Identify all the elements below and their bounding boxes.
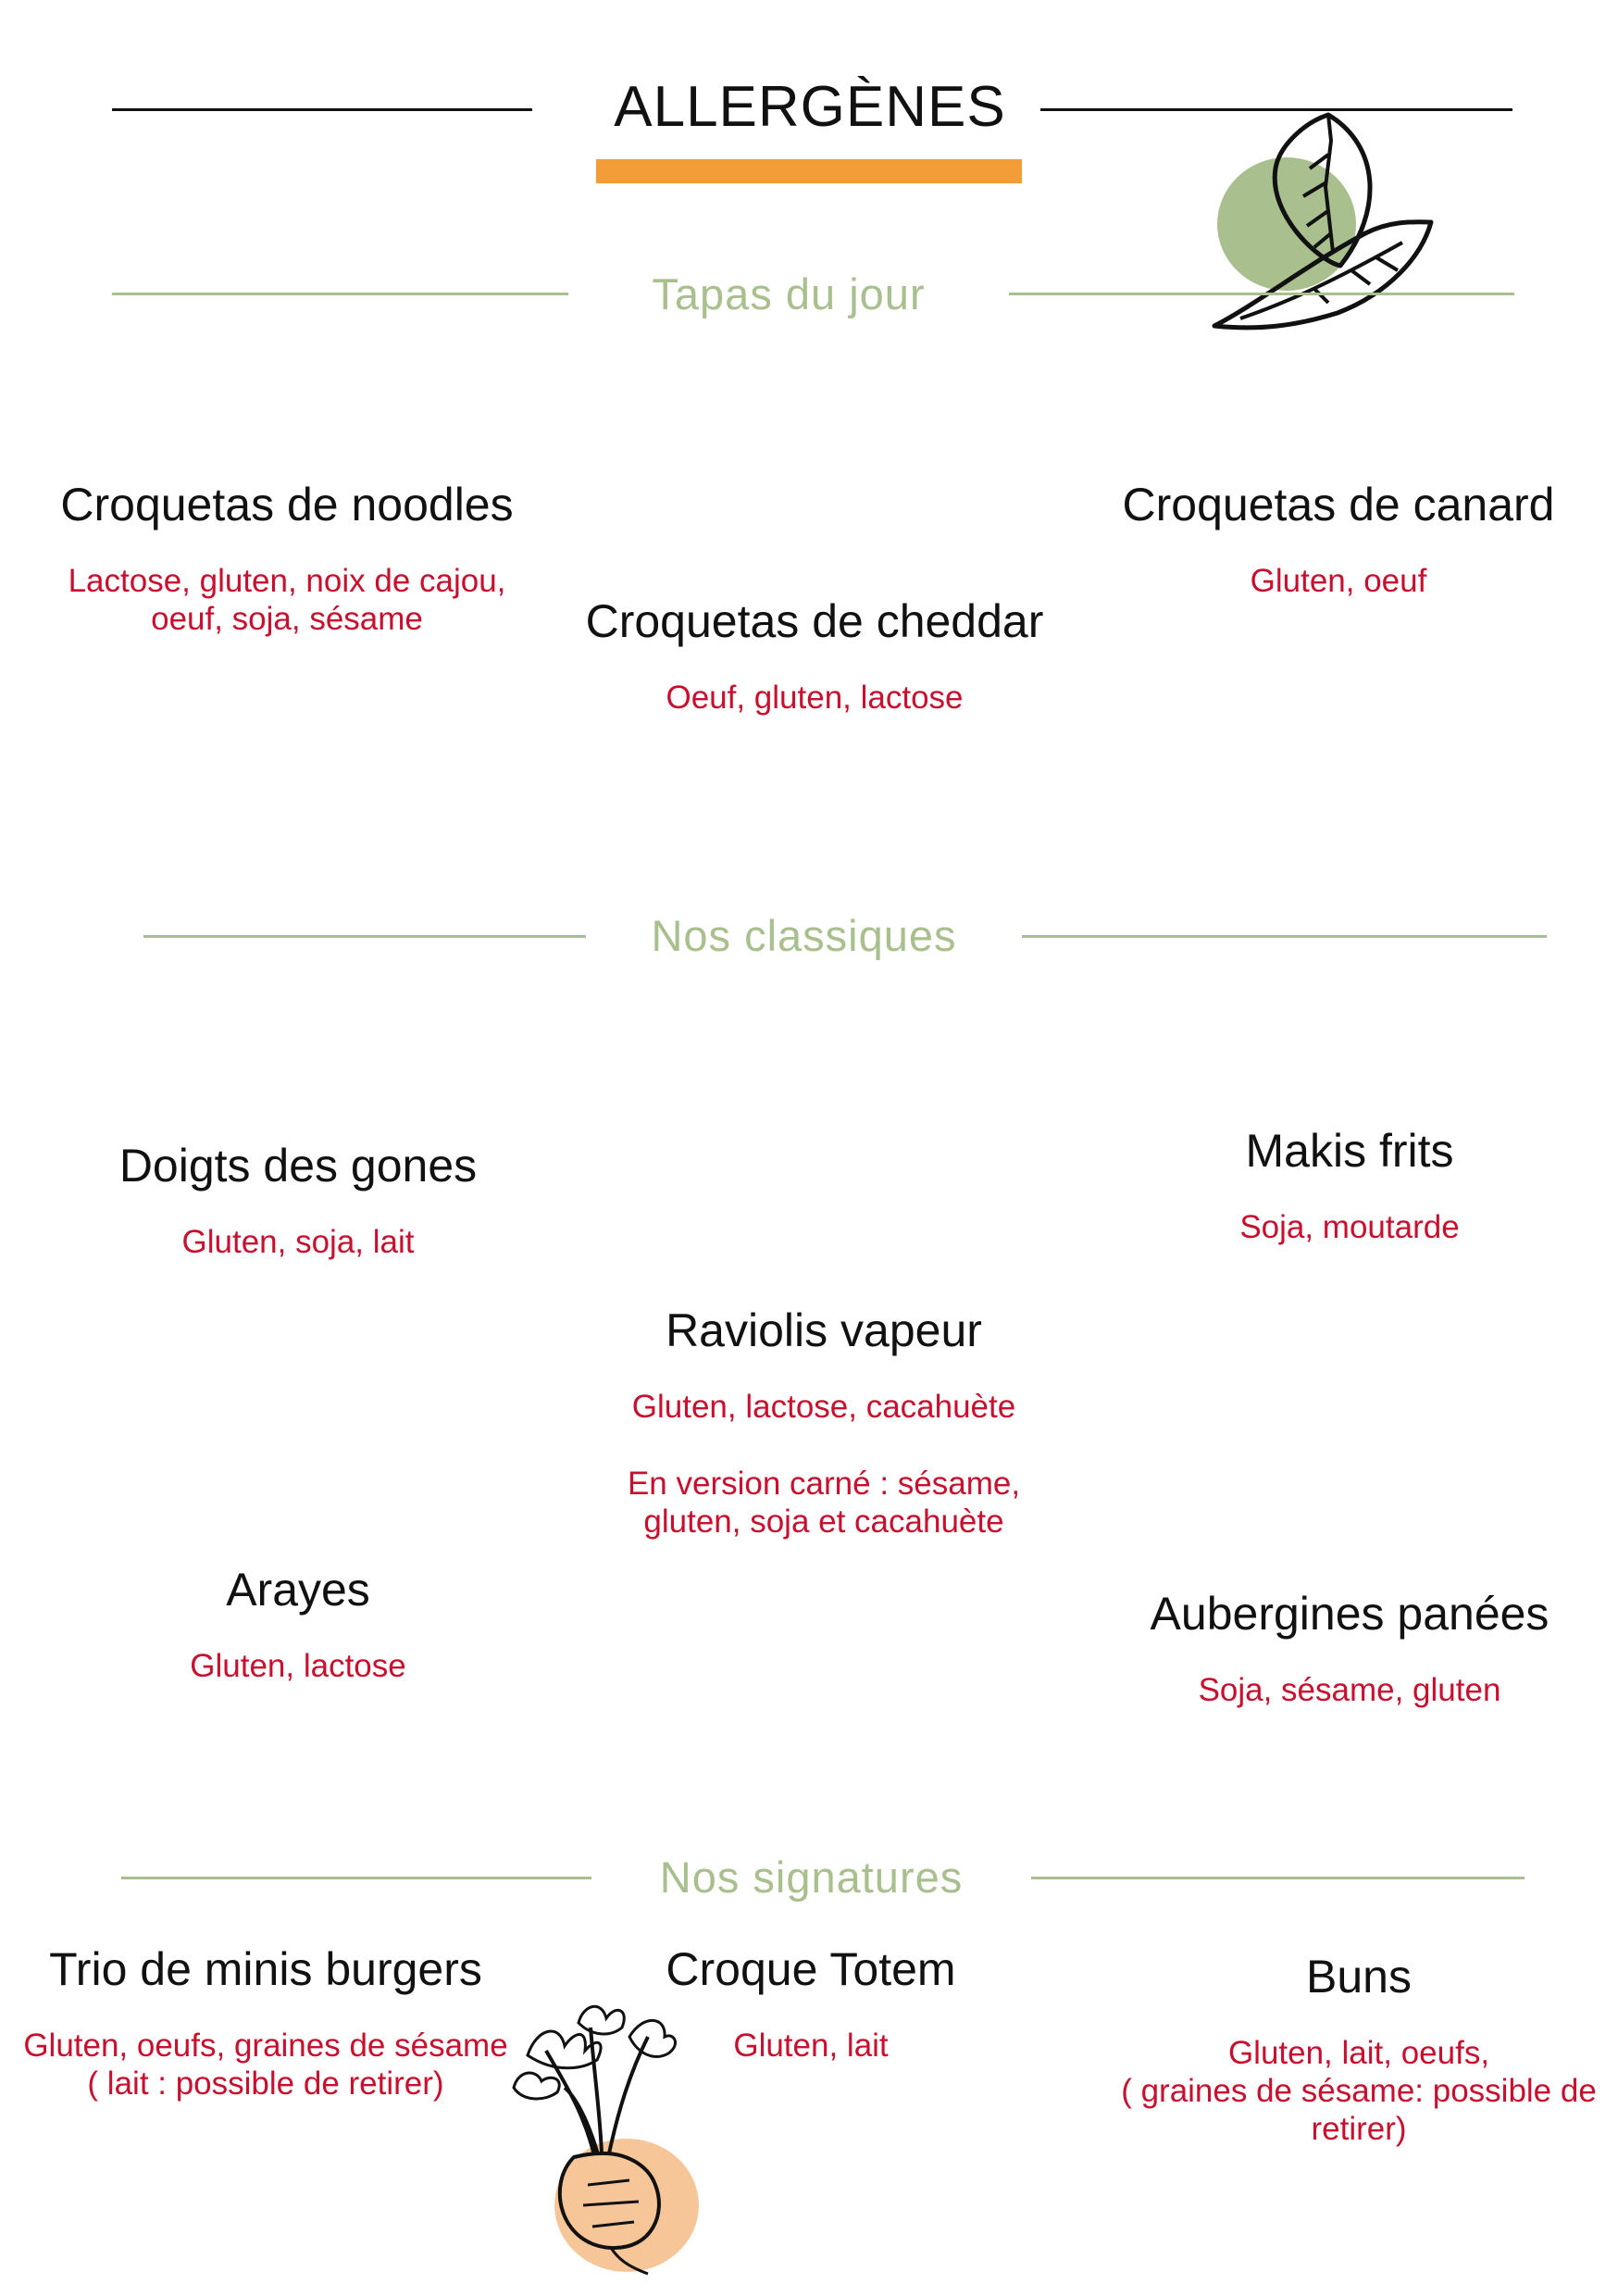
tapas-rule-right	[1009, 293, 1514, 295]
item-name: Makis frits	[1245, 1125, 1454, 1177]
section-title-classiques: Nos classiques	[651, 911, 957, 960]
menu-item-aubergines-panees	[1072, 1589, 1618, 1709]
signatures-rule-right	[1031, 1877, 1525, 1879]
item-name: Croquetas de cheddar	[585, 595, 1044, 647]
item-name: Buns	[1306, 1951, 1412, 2003]
menu-item-buns	[1081, 1952, 1618, 2148]
title-underline-bar	[596, 159, 1022, 183]
menu-item-makis-frits	[1072, 1126, 1618, 1246]
item-allergens: Oeuf, gluten, lactose	[666, 680, 964, 716]
item-allergens: Gluten, soja, lait	[181, 1224, 415, 1260]
menu-item-raviolis-vapeur	[546, 1305, 1101, 1541]
menu-item-arayes	[20, 1565, 576, 1685]
item-allergens: Soja, moutarde	[1239, 1209, 1460, 1245]
section-title-signatures: Nos signatures	[659, 1853, 964, 1902]
menu-item-doigts-des-gones	[20, 1141, 576, 1261]
classiques-rule-left	[143, 935, 586, 938]
item-name: Arayes	[226, 1564, 370, 1616]
leaves-icon	[1203, 104, 1444, 335]
page-title: ALLERGÈNES	[614, 75, 1006, 139]
item-allergens: Gluten, lactose, cacahuète	[631, 1389, 1016, 1425]
beetroot-icon	[509, 2000, 713, 2277]
signatures-rule-left	[121, 1877, 591, 1879]
menu-item-croquetas-cheddar	[537, 596, 1092, 717]
item-allergens: Gluten, oeufs, graines de sésame ( lait : possible de retirer)	[23, 2028, 508, 2102]
item-name: Croque Totem	[666, 1943, 956, 1995]
item-allergens: Gluten, lait, oeufs, ( graines de sésame: possible de retirer)	[1121, 2035, 1597, 2147]
item-allergens: Gluten, oeuf	[1250, 563, 1427, 599]
item-name: Croquetas de noodles	[60, 479, 514, 530]
classiques-rule-right	[1022, 935, 1547, 938]
item-name: Croquetas de canard	[1122, 479, 1555, 530]
menu-item-croquetas-noodles	[9, 480, 565, 638]
item-name: Aubergines panées	[1150, 1588, 1550, 1640]
item-allergens: Gluten, lait	[733, 2028, 889, 2064]
item-allergens: Soja, sésame, gluten	[1198, 1672, 1501, 1708]
item-allergens: Gluten, lactose	[190, 1648, 406, 1684]
item-name: Trio de minis burgers	[49, 1943, 482, 1995]
item-name: Raviolis vapeur	[666, 1304, 982, 1356]
menu-item-trio-minis-burgers	[0, 1944, 543, 2103]
item-allergens-carne: En version carné : sésame, gluten, soja et cacahuète	[627, 1466, 1021, 1540]
item-allergens: Lactose, gluten, noix de cajou, oeuf, soja, sésame	[68, 563, 506, 637]
menu-item-croquetas-canard	[1061, 480, 1616, 600]
item-name: Doigts des gones	[118, 1140, 478, 1192]
tapas-rule-left	[112, 293, 568, 295]
section-title-tapas: Tapas du jour	[652, 269, 926, 318]
header-rule-left	[112, 108, 532, 111]
